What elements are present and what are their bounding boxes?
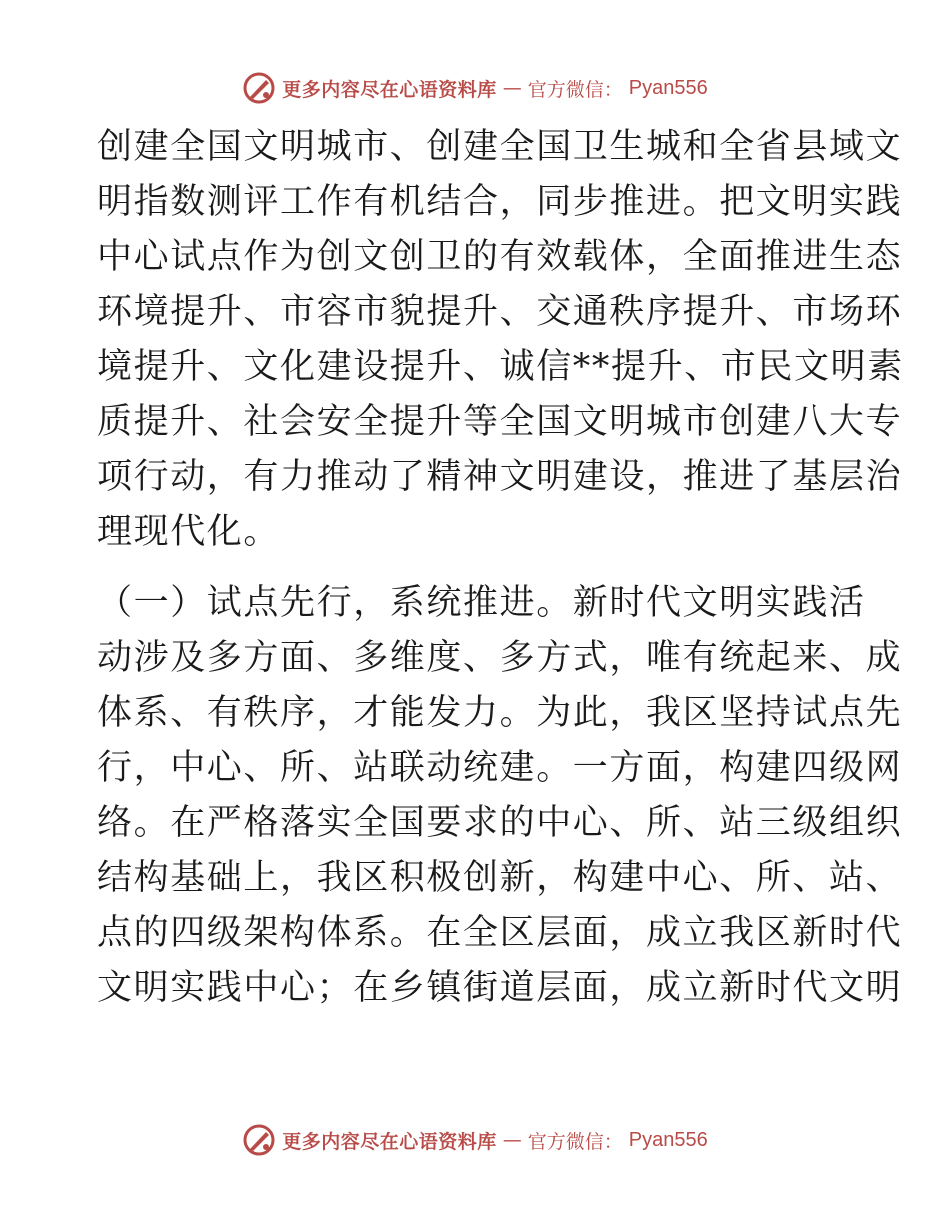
watermark-dash: — [502, 77, 522, 99]
watermark-site-text: 更多内容尽在心语资料库 [282, 1130, 497, 1153]
text-line: 中心试点作为创文创卫的有效载体，全面推进生态 [97, 237, 903, 277]
footer-watermark [0, 1120, 950, 1160]
text-line: 络。在严格落实全国要求的中心、所、站三级组织 [97, 803, 903, 843]
text-line: 创建全国文明城市、创建全国卫生城和全省县域文 [97, 127, 903, 167]
text-line: 项行动，有力推动了精神文明建设，推进了基层治 [97, 457, 903, 497]
text-line: 行，中心、所、站联动统建。一方面，构建四级网 [97, 748, 903, 788]
text-line: 境提升、文化建设提升、诚信**提升、市民文明素 [97, 347, 904, 387]
text-line: 环境提升、市容市貌提升、交通秩序提升、市场环 [97, 292, 903, 332]
watermark-official-label: 官方微信： [527, 78, 623, 101]
text-line: 结构基础上，我区积极创新，构建中心、所、站、 [97, 858, 903, 898]
text-line: （一）试点先行，系统推进。新时代文明实践活 [97, 583, 866, 623]
watermark-wechat-id: Pyan556 [628, 1128, 708, 1151]
paragraph-2 [97, 576, 903, 1016]
text-line: 明指数测评工作有机结合，同步推进。把文明实践 [97, 182, 903, 222]
quill-logo-icon [242, 71, 276, 105]
watermark-wechat-id: Pyan556 [628, 76, 708, 99]
header-watermark [0, 68, 950, 108]
watermark-site-text: 更多内容尽在心语资料库 [282, 78, 497, 101]
quill-logo-icon [242, 1123, 276, 1157]
watermark-official-label: 官方微信： [527, 1130, 623, 1153]
paragraph-gap [97, 560, 855, 576]
document-body [97, 120, 904, 1016]
text-line: 点的四级架构体系。在全区层面，成立我区新时代 [97, 913, 903, 953]
text-line: 动涉及多方面、多维度、多方式，唯有统起来、成 [97, 638, 903, 678]
watermark-dash: — [502, 1129, 522, 1151]
paragraph-1 [97, 120, 904, 560]
text-line: 文明实践中心；在乡镇街道层面，成立新时代文明 [97, 968, 903, 1008]
text-line: 体系、有秩序，才能发力。为此，我区坚持试点先 [97, 693, 903, 733]
text-line: 理现代化。 [97, 512, 281, 552]
text-line: 质提升、社会安全提升等全国文明城市创建八大专 [97, 402, 903, 442]
